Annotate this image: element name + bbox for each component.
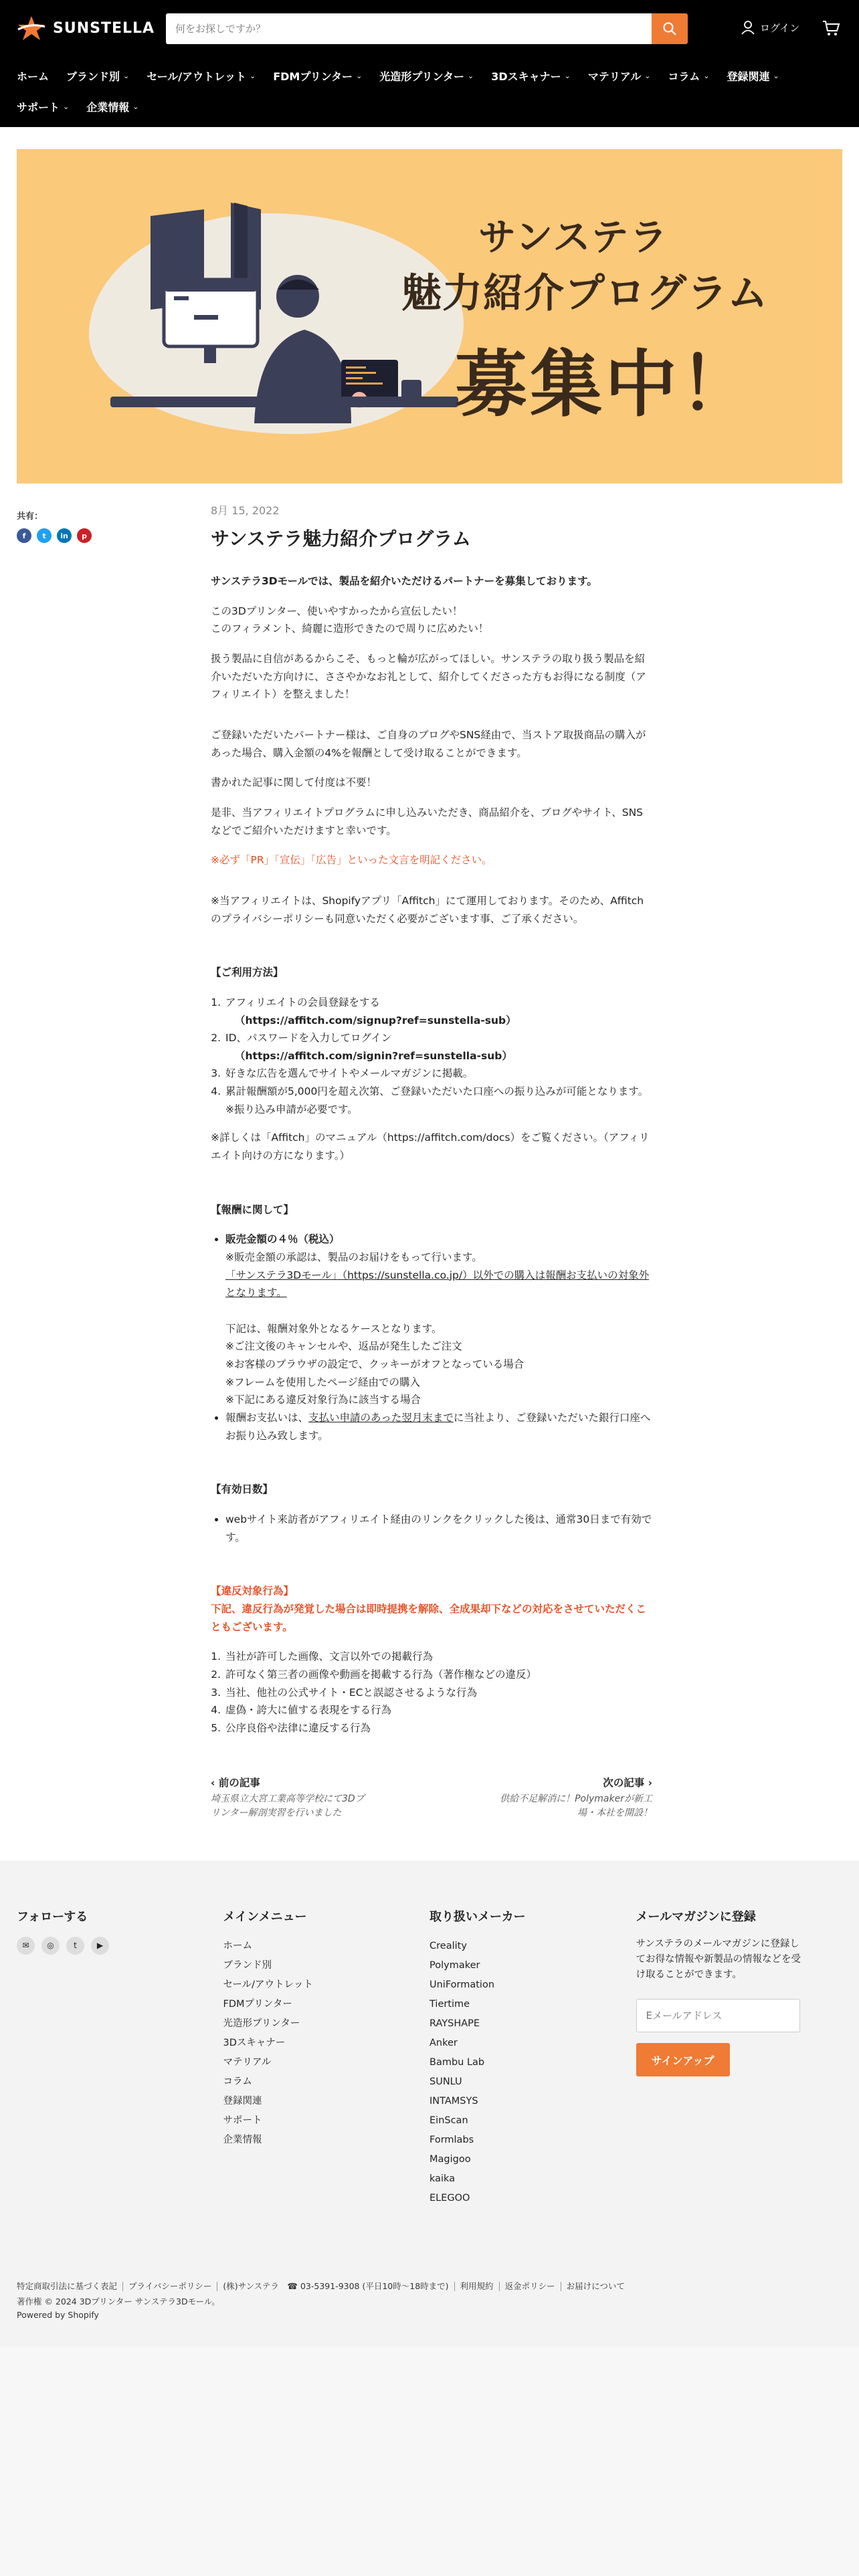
cart-icon bbox=[822, 19, 840, 37]
footer-maker-link[interactable]: Creality bbox=[430, 1940, 467, 1951]
pinterest-share-icon[interactable]: p bbox=[77, 528, 92, 543]
nav-item[interactable] bbox=[668, 68, 709, 84]
prev-article-link[interactable] bbox=[211, 1775, 371, 1820]
cart-button[interactable] bbox=[822, 19, 840, 41]
chevron-down-icon: ⌄ bbox=[644, 71, 651, 80]
chevron-down-icon: ⌄ bbox=[468, 71, 474, 80]
reward-exclusion-item: ※フレームを使用したページ経由での購入 bbox=[225, 1376, 421, 1388]
prev-title: 埼玉県立大宮工業高等学校にて3Dプリンター解剖実習を行いました bbox=[211, 1793, 365, 1818]
usage-steps bbox=[211, 994, 652, 1119]
footer-menu-link[interactable]: 光造形プリンター bbox=[223, 2018, 300, 2029]
usage-step bbox=[224, 1083, 652, 1118]
footer-menu-link[interactable]: コラム bbox=[223, 2076, 252, 2087]
newsletter-description: サンステラのメールマガジンに登録してお得な情報や新製品の情報などを受け取ることができます。 bbox=[636, 1938, 801, 1980]
footer-menu-link[interactable]: ブランド別 bbox=[223, 1959, 272, 1971]
footer-maker-link[interactable]: kaika bbox=[430, 2173, 456, 2184]
nav-item-label: マテリアル bbox=[587, 70, 642, 83]
chevron-down-icon: ⌄ bbox=[356, 71, 363, 80]
footer-maker-link[interactable]: ELEGOO bbox=[430, 2192, 470, 2204]
usage-step-text: アフィリエイトの会員登録をする bbox=[225, 996, 380, 1008]
usage-step-text: 累計報酬額が5,000円を超え次第、ご登録いただいた口座への振り込みが可能となります。※振り込み申請が必要です。 bbox=[225, 1085, 649, 1115]
article-paragraph-5: 是非、当アフィリエイトプログラムに申し込みいただき、商品紹介を、ブログやサイト、SNSなどでご紹介いただけますと幸いです。 bbox=[211, 806, 644, 837]
instagram-icon[interactable]: ◎ bbox=[41, 1937, 60, 1955]
reward-exclusion-item: ※下記にある違反対象行為に該当する場合 bbox=[225, 1394, 421, 1406]
footer-maker-link[interactable]: SUNLU bbox=[430, 2076, 462, 2087]
facebook-share-icon[interactable]: f bbox=[17, 528, 31, 543]
reward-rate: 販売金額の４％（税込） bbox=[225, 1233, 340, 1246]
legal-links bbox=[17, 2282, 842, 2291]
chevron-down-icon: ⌄ bbox=[123, 71, 130, 80]
nav-item[interactable] bbox=[86, 99, 138, 114]
legal-link[interactable]: 返金ポリシー bbox=[500, 2282, 561, 2291]
usage-step-text: ID、パスワードを入力してログイン bbox=[225, 1032, 392, 1045]
valid-heading: 【有効日数】 bbox=[211, 1483, 274, 1496]
article-body bbox=[211, 502, 652, 1748]
footer-menu-link[interactable]: 企業情報 bbox=[223, 2134, 262, 2145]
brand-name: SUNSTELLA bbox=[53, 19, 155, 37]
person-at-desk-illustration bbox=[110, 203, 458, 470]
nav-item-label: ブランド別 bbox=[66, 70, 120, 83]
email-icon[interactable]: ✉ bbox=[17, 1937, 35, 1955]
legal-link[interactable]: プライバシーポリシー bbox=[123, 2282, 217, 2291]
usage-step bbox=[224, 1029, 652, 1065]
article-paragraph-1 bbox=[211, 603, 652, 638]
chevron-down-icon: ⌄ bbox=[773, 71, 779, 80]
youtube-icon[interactable]: ▶ bbox=[91, 1937, 109, 1955]
footer-menu-link[interactable]: 登録関連 bbox=[223, 2095, 262, 2107]
nav-row-1 bbox=[17, 60, 846, 91]
menu-heading: メインメニュー bbox=[223, 1909, 307, 1924]
article-wrapper bbox=[17, 502, 842, 1748]
usage-step bbox=[224, 1065, 652, 1083]
footer-maker-link[interactable]: Tiertime bbox=[430, 1998, 470, 2010]
banner-title-line2: 魅力紹介プログラム bbox=[401, 270, 769, 317]
article-pagination bbox=[211, 1775, 652, 1820]
nav-item-label: 3Dスキャナー bbox=[491, 70, 561, 83]
makers-heading: 取り扱いメーカー bbox=[430, 1909, 526, 1924]
chevron-down-icon: ⌄ bbox=[564, 71, 571, 80]
search-button[interactable] bbox=[652, 13, 688, 44]
twitter-icon[interactable]: t bbox=[66, 1937, 84, 1955]
footer-menu-link[interactable]: 3Dスキャナー bbox=[223, 2037, 286, 2048]
share-label: 共有： bbox=[17, 512, 43, 522]
article-title: サンステラ魅力紹介プログラム bbox=[211, 528, 471, 550]
footer-menu-link[interactable]: マテリアル bbox=[223, 2056, 272, 2068]
powered-by-link[interactable]: Powered by Shopify bbox=[17, 2309, 99, 2320]
footer-maker-link[interactable]: EinScan bbox=[430, 2115, 468, 2126]
manual-note: ※詳しくは「Affitch」のマニュアル（https://affitch.com/docs）をご覧ください。（アフィリエイト向けの方になります。） bbox=[211, 1132, 650, 1162]
search-input[interactable] bbox=[166, 13, 652, 44]
reward-exclusion-item: ※ご注文後のキャンセルや、返品が発生したご注文 bbox=[225, 1340, 462, 1353]
nav-item[interactable] bbox=[273, 68, 362, 84]
share-panel bbox=[17, 502, 211, 1748]
next-label: 次の記事 › bbox=[603, 1776, 652, 1789]
next-title: 供給不足解消に！Polymakerが新工場・本社を開設！ bbox=[500, 1793, 652, 1818]
footer-follow bbox=[17, 1907, 223, 2208]
reward-exclusion-heading: 下記は、報酬対象外となるケースとなります。 bbox=[225, 1322, 442, 1335]
usage-heading: 【ご利用方法】 bbox=[211, 966, 284, 979]
follow-heading: フォローする bbox=[17, 1909, 88, 1924]
reward-item-rate bbox=[225, 1230, 652, 1409]
valid-item: • webサイト来訪者がアフィリエイト経由のリンクをクリックした後は、通常30日まで有効です。 bbox=[225, 1511, 652, 1546]
footer-maker-link[interactable]: UniFormation bbox=[430, 1979, 495, 1990]
violation-list bbox=[211, 1648, 652, 1737]
valid-list bbox=[211, 1511, 652, 1546]
nav-row-2 bbox=[17, 91, 846, 122]
next-article-link[interactable] bbox=[492, 1775, 652, 1820]
article-paragraph-2: 扱う製品に自信があるからこそ、もっと輪が広がってほしい。サンステラの取り扱う製品を紹介いただいた方向けに、ささやかなお礼として、紹介してくださった方もお得になる制度（アフィリエイト）を整えました！ bbox=[211, 652, 646, 701]
chevron-down-icon: ⌄ bbox=[132, 102, 139, 111]
nav-item[interactable] bbox=[379, 68, 474, 84]
nav-item-label: サポート bbox=[17, 100, 60, 114]
site-logo[interactable] bbox=[17, 15, 155, 41]
legal-link[interactable]: お届けについて bbox=[566, 2280, 625, 2291]
nav-item-label: セール/アウトレット bbox=[147, 70, 246, 83]
login-label: ログイン bbox=[760, 21, 800, 34]
article-banner bbox=[17, 149, 842, 484]
footer-makers bbox=[430, 1907, 636, 2208]
p1-line-a: この3Dプリンター、使いやすかったから宣伝したい！ bbox=[211, 605, 463, 617]
nav-item[interactable] bbox=[727, 68, 779, 84]
nav-item[interactable] bbox=[588, 68, 651, 84]
user-icon bbox=[741, 20, 755, 35]
reward-exclusion-item: ※お客様のブラウザの設定で、クッキーがオフとなっている場合 bbox=[225, 1358, 524, 1370]
p1-line-b: このフィラメント、綺麗に造形できたので周りに広めたい！ bbox=[211, 623, 489, 635]
company-info: (株)サンステラ ☎ 03-5391-9308 (平日10時〜18時まで) bbox=[217, 2282, 454, 2291]
legal-link[interactable]: 利用規約 bbox=[455, 2282, 500, 2291]
nav-item-label: コラム bbox=[668, 70, 700, 83]
footer-menu-link[interactable]: ホーム bbox=[223, 1940, 252, 1951]
violation-item: 1. 当社が許可した画像、文言以外での掲載行為 bbox=[224, 1648, 652, 1666]
site-header bbox=[0, 0, 859, 127]
prev-label: ‹ 前の記事 bbox=[211, 1776, 260, 1789]
reward-approval-note: ※販売金額の承認は、製品のお届けをもって行います。 bbox=[225, 1251, 482, 1264]
nav-item[interactable] bbox=[17, 68, 49, 84]
footer-menu-link[interactable]: FDMプリンター bbox=[223, 1998, 292, 2010]
page-bottom-space bbox=[0, 2347, 859, 2567]
payment-deadline: 支払い申請のあった翌月末まで bbox=[308, 1411, 454, 1424]
footer-maker-link[interactable]: Bambu Lab bbox=[430, 2056, 485, 2068]
violation-item: 4. 虚偽・誇大に値する表現をする行為 bbox=[224, 1701, 652, 1719]
chevron-down-icon: ⌄ bbox=[249, 71, 256, 80]
newsletter-email-input[interactable] bbox=[636, 1999, 800, 2032]
search-bar bbox=[166, 13, 688, 44]
footer-menu-link[interactable]: サポート bbox=[223, 2115, 262, 2126]
footer-maker-link[interactable]: Magigoo bbox=[430, 2153, 471, 2165]
footer-maker-link[interactable]: Formlabs bbox=[430, 2134, 474, 2145]
usage-step-text: 好きな広告を選んでサイトやメールマガジンに掲載。 bbox=[225, 1067, 474, 1080]
reward-exclusions bbox=[225, 1340, 524, 1406]
twitter-share-icon[interactable]: t bbox=[37, 528, 52, 543]
footer-menu-link[interactable]: セール/アウトレット bbox=[223, 1979, 313, 1990]
nav-item[interactable] bbox=[66, 68, 129, 84]
affitch-notice: ※当アフィリエイトは、Shopifyアプリ「Affitch」にて運用しております。そのため、Affitchのプライバシーポリシーも同意いただく必要がございます事、ご了承ください。 bbox=[211, 894, 644, 925]
linkedin-share-icon[interactable]: in bbox=[57, 528, 72, 543]
logo-mark-icon bbox=[17, 15, 46, 41]
reward-item-payment bbox=[225, 1409, 652, 1444]
login-link[interactable] bbox=[741, 20, 799, 35]
copyright: 著作権 © 2024 3Dプリンター サンステラ3Dモール。 bbox=[17, 2296, 220, 2306]
nav-item-label: ホーム bbox=[17, 70, 50, 83]
nav-item-label: 企業情報 bbox=[86, 100, 130, 114]
violation-lead: 下記、違反行為が発覚した場合は即時提携を解除、全成果却下などの対応をさせていただくこともございます。 bbox=[211, 1602, 647, 1633]
article-lead: サンステラ3Dモールでは、製品を紹介いただけるパートナーを募集しております。 bbox=[211, 575, 597, 587]
main-content bbox=[0, 127, 859, 1860]
nav-item-label: 登録関連 bbox=[727, 70, 770, 83]
reward-scope-note[interactable]: 「サンステラ3Dモール」（https://sunstella.co.jp/）以外での購入は報酬お支払いの対象外となります。 bbox=[225, 1269, 650, 1299]
main-nav bbox=[17, 60, 846, 122]
article-date: 8月 15, 2022 bbox=[211, 504, 280, 517]
footer-maker-link[interactable]: Anker bbox=[430, 2037, 458, 2048]
footer-maker-link[interactable]: INTAMSYS bbox=[430, 2095, 478, 2107]
nav-item-label: 光造形プリンター bbox=[379, 70, 465, 83]
signup-button[interactable]: サインアップ bbox=[636, 2043, 730, 2076]
violation-heading: 【違反対象行為】 bbox=[211, 1585, 294, 1598]
banner-title-line1: サンステラ bbox=[478, 216, 669, 259]
footer-newsletter bbox=[636, 1907, 843, 2208]
social-icons bbox=[17, 1937, 223, 1955]
nav-item[interactable] bbox=[17, 99, 69, 114]
footer-maker-link[interactable]: Polymaker bbox=[430, 1959, 480, 1971]
search-icon bbox=[662, 21, 677, 36]
legal-link[interactable]: 特定商取引法に基づく表記 bbox=[17, 2282, 123, 2291]
usage-step-url[interactable]: （https://affitch.com/signin?ref=sunstella-sub） bbox=[235, 1049, 512, 1062]
reward-heading: 【報酬に関して】 bbox=[211, 1203, 294, 1216]
chevron-down-icon: ⌄ bbox=[63, 102, 70, 111]
reward-list bbox=[211, 1230, 652, 1444]
newsletter-heading: メールマガジンに登録 bbox=[636, 1909, 756, 1924]
share-icons bbox=[17, 528, 211, 543]
violation-item: 3. 当社、他社の公式サイト・ECと誤認させるような行為 bbox=[224, 1684, 652, 1702]
nav-item[interactable] bbox=[147, 68, 256, 84]
site-footer bbox=[0, 1860, 859, 2347]
violation-item: 5. 公序良俗や法律に違反する行為 bbox=[224, 1719, 652, 1737]
banner-title-line3: 募集中！ bbox=[455, 343, 755, 427]
article-paragraph-4: 書かれた記事に関して付度は不要！ bbox=[211, 776, 377, 789]
footer-maker-link[interactable]: RAYSHAPE bbox=[430, 2018, 480, 2029]
payment-text-a: 報酬お支払いは、 bbox=[225, 1411, 309, 1424]
article-paragraph-3: ご登録いただいたパートナー様は、ご自身のブログやSNS経由で、当ストア取扱商品の購入があった場合、購入金額の4%を報酬として受け取ることができます。 bbox=[211, 728, 646, 759]
usage-step bbox=[224, 994, 652, 1029]
usage-step-url[interactable]: （https://affitch.com/signup?ref=sunstella-sub） bbox=[235, 1014, 516, 1027]
nav-item-label: FDMプリンター bbox=[273, 70, 353, 83]
nav-item[interactable] bbox=[491, 68, 571, 84]
pr-notice: ※必ず「PR」「宣伝」「広告」といった文言を明記ください。 bbox=[211, 854, 492, 867]
footer-main-menu bbox=[223, 1907, 430, 2208]
violation-item: 2. 許可なく第三者の画像や動画を掲載する行為（著作権などの違反） bbox=[224, 1666, 652, 1684]
payment-text-b: に当社より、ご登録いただいた銀行口座へお振り込み致します。 bbox=[225, 1411, 651, 1442]
chevron-down-icon: ⌄ bbox=[703, 71, 710, 80]
